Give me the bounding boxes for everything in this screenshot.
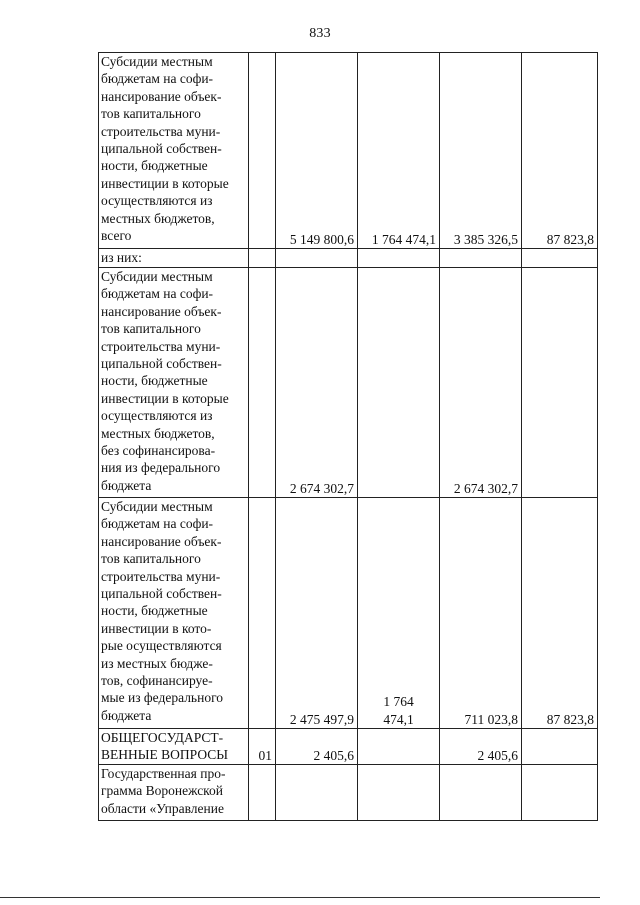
row-col-b — [440, 765, 522, 821]
row-col-c — [522, 268, 598, 498]
row-total: 2 475 497,9 — [276, 498, 358, 729]
row-col-b: 711 023,8 — [440, 498, 522, 729]
row-name: Субсидии местным бюджетам на софи- нансирование объек- тов капитального строительства муни- ципальной собствен- ности, бюджетные инвестиции в которые осуществляются из местных бюджетов, без софинансирова- ния из федерального бюджета — [99, 268, 249, 498]
row-total: 5 149 800,6 — [276, 53, 358, 249]
row-total — [276, 249, 358, 268]
page-number: 833 — [309, 26, 331, 41]
table-row — [99, 498, 598, 729]
row-col-c: 87 823,8 — [522, 53, 598, 249]
row-total: 2 405,6 — [276, 729, 358, 765]
row-name: Субсидии местным бюджетам на софи- нансирование объек- тов капитального строительства муни- ципальной собствен- ности, бюджетные инвестиции в кото- рые осуществляются из местных бюдже- тов, софинансируе- мые из федерального бюджета — [99, 498, 249, 729]
table-row — [99, 765, 598, 821]
row-code — [249, 498, 276, 729]
row-name: Субсидии местным бюджетам на софи- нансирование объек- тов капитального строительства муни- ципальной собствен- ности, бюджетные инвестиции в которые осуществляются из местных бюджетов, всего — [99, 53, 249, 249]
budget-table — [98, 52, 598, 821]
table-row — [99, 53, 598, 249]
row-col-b — [440, 249, 522, 268]
row-col-c: 87 823,8 — [522, 498, 598, 729]
row-col-c — [522, 249, 598, 268]
row-code — [249, 53, 276, 249]
row-col-c — [522, 729, 598, 765]
row-total: 2 674 302,7 — [276, 268, 358, 498]
row-col-a: 1 764 474,1 — [358, 498, 440, 729]
row-name: Государственная про- грамма Воронежской области «Управление — [99, 765, 249, 821]
row-code — [249, 765, 276, 821]
row-name: ОБЩЕГОСУДАРСТ- ВЕННЫЕ ВОПРОСЫ — [99, 729, 249, 765]
row-col-b: 2 405,6 — [440, 729, 522, 765]
table-row — [99, 249, 598, 268]
row-col-c — [522, 765, 598, 821]
row-col-b: 2 674 302,7 — [440, 268, 522, 498]
row-code — [249, 268, 276, 498]
row-total — [276, 765, 358, 821]
row-code — [249, 249, 276, 268]
row-col-a — [358, 268, 440, 498]
table-row — [99, 729, 598, 765]
row-code: 01 — [249, 729, 276, 765]
row-col-a — [358, 249, 440, 268]
row-name: из них: — [99, 249, 249, 268]
table-row — [99, 268, 598, 498]
row-col-a — [358, 729, 440, 765]
bottom-rule — [0, 897, 600, 898]
row-col-b: 3 385 326,5 — [440, 53, 522, 249]
row-col-a: 1 764 474,1 — [358, 53, 440, 249]
row-col-a — [358, 765, 440, 821]
